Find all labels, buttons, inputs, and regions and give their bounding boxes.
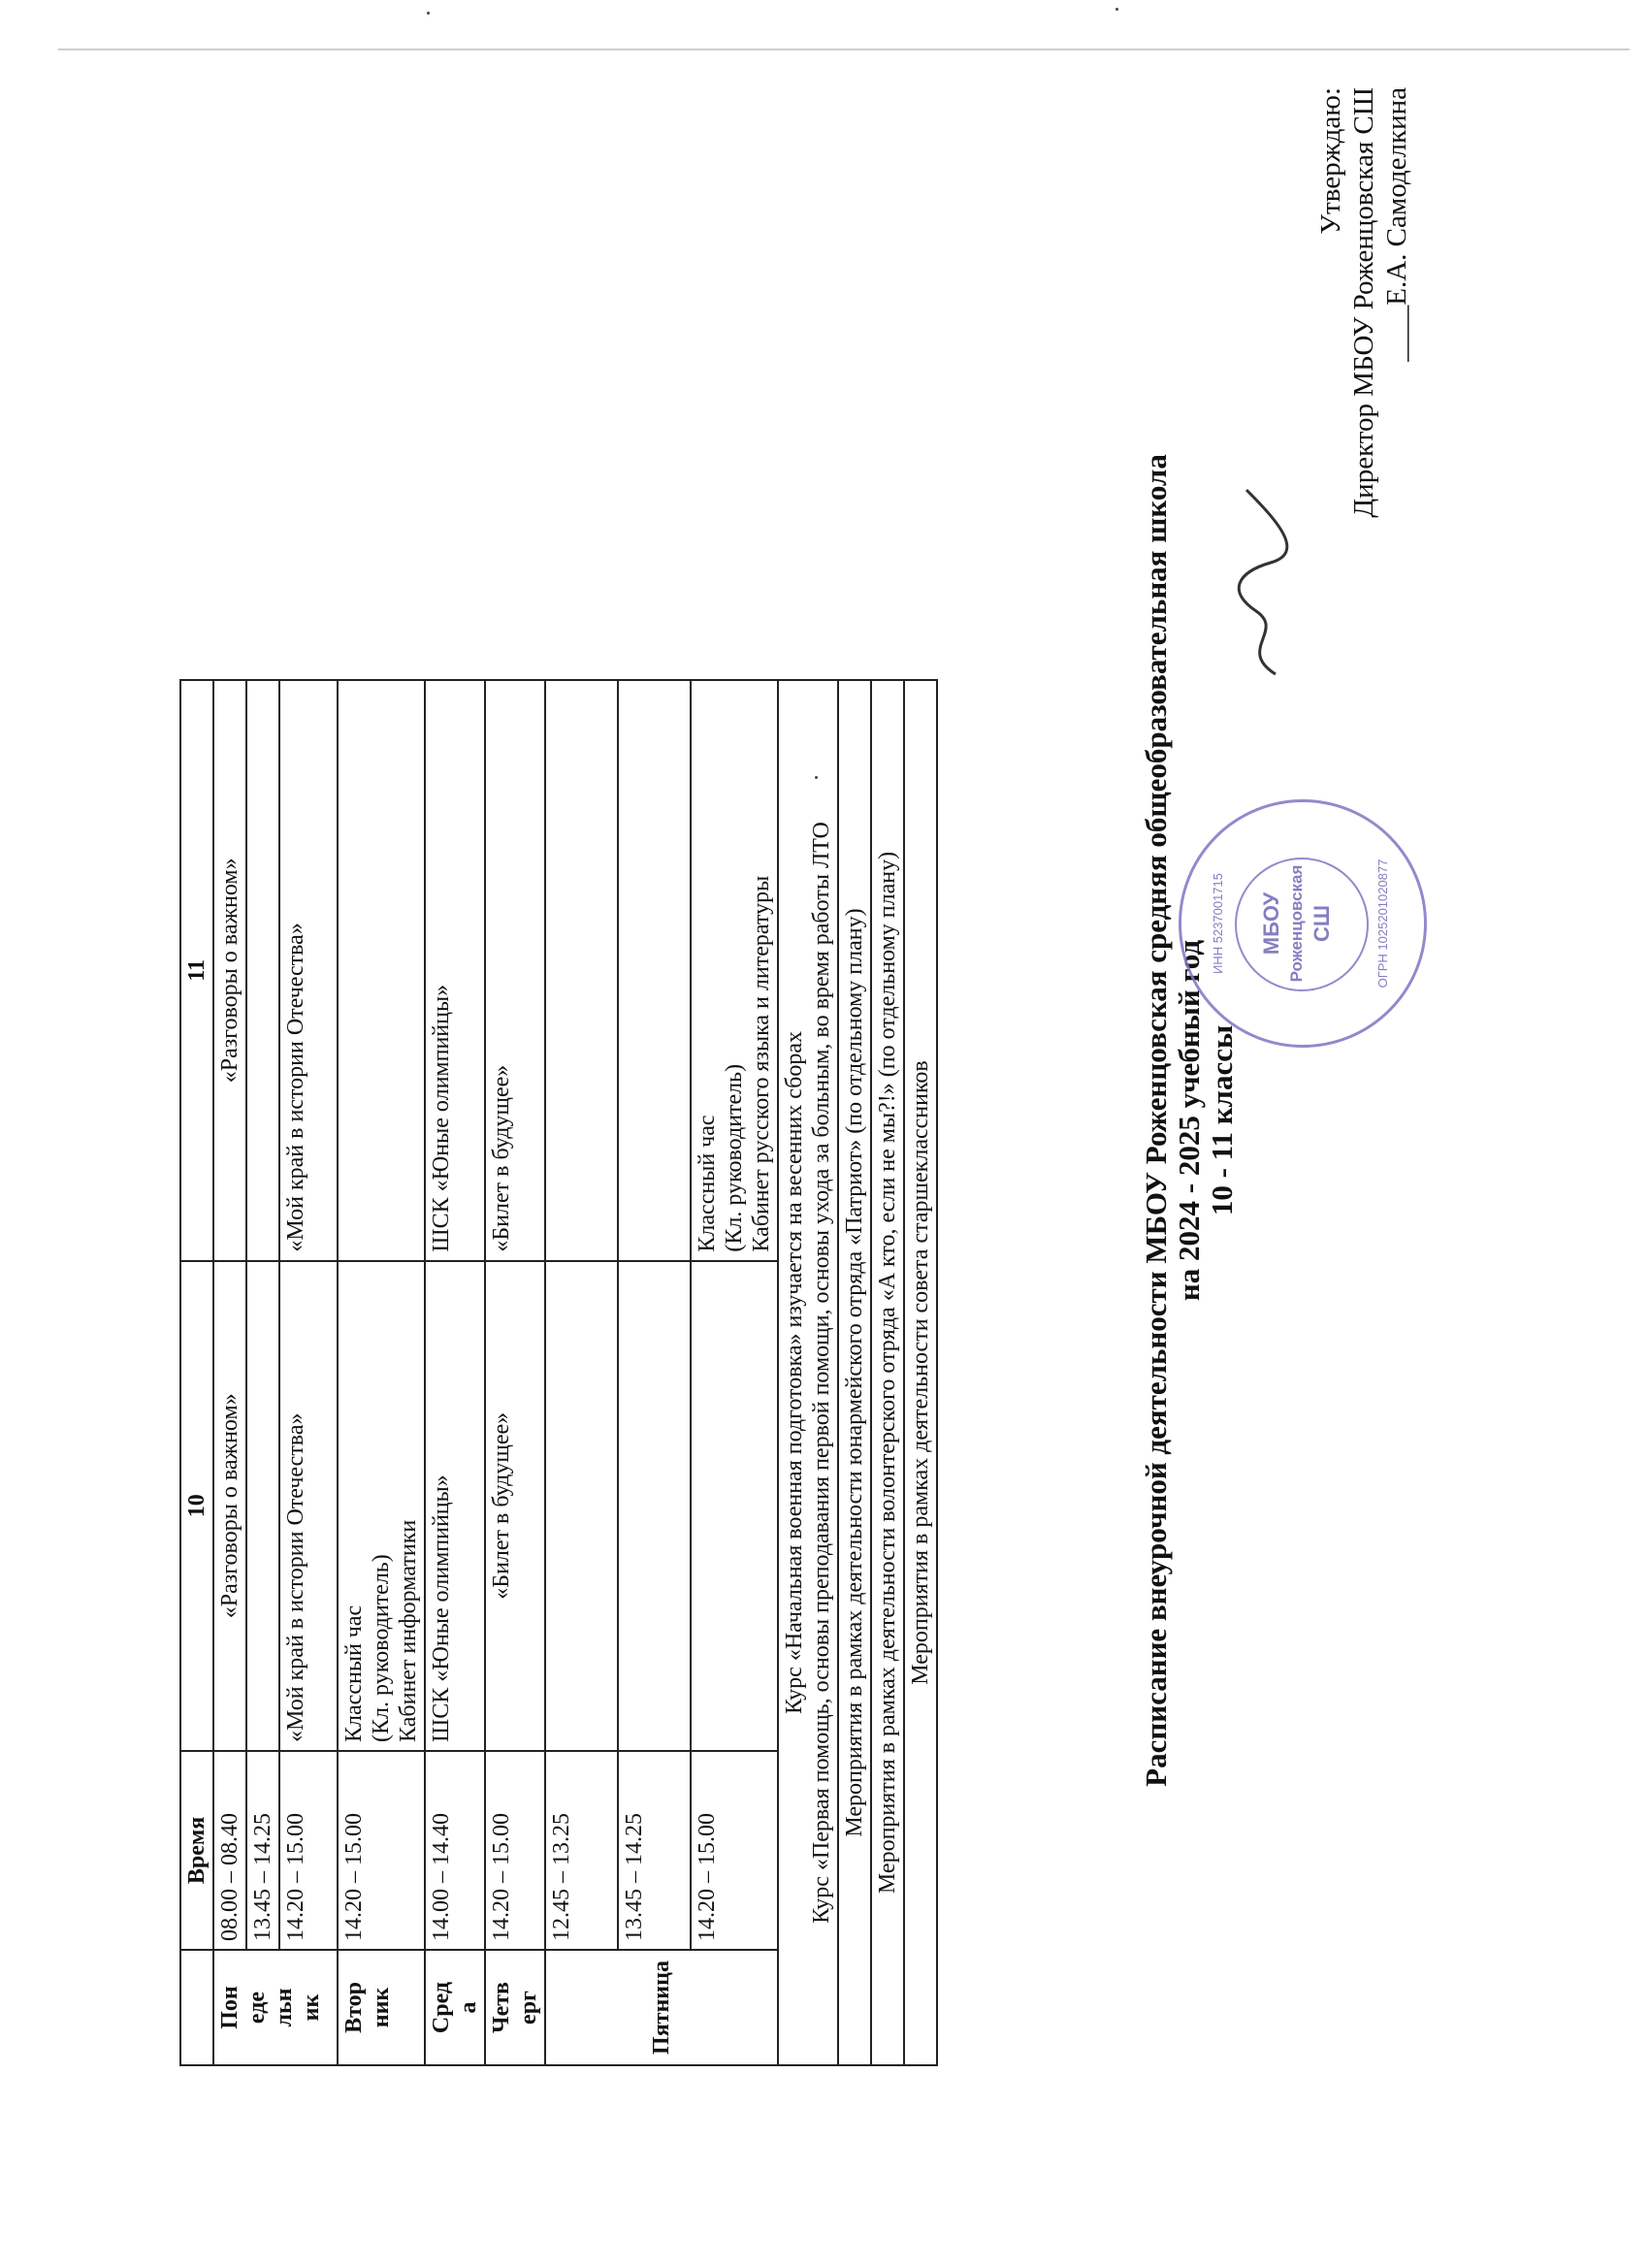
stamp-text-1: МБОУ	[1259, 891, 1283, 956]
table-row	[246, 680, 279, 2065]
approval-block	[1314, 87, 1413, 518]
day-part: еде	[244, 1991, 270, 2025]
footer-text: Курс «Начальная военная подготовка» изучается на весенних сборах	[782, 1030, 807, 1715]
day-part: ик	[299, 1993, 324, 2022]
signature-mark	[1227, 485, 1295, 679]
day-thursday	[485, 1950, 545, 2065]
cell-class-11: «Билет в будущее»	[485, 680, 545, 1261]
day-wednesday	[425, 1950, 485, 2065]
footer-row	[838, 680, 871, 2065]
table-row	[545, 680, 618, 2065]
cell-class-10	[246, 1261, 279, 1751]
header-time: Время	[180, 1751, 213, 1950]
cell-time: 14.20 – 15.00	[279, 1751, 338, 1950]
schedule-table	[179, 679, 938, 2066]
approval-label: Утверждаю:	[1315, 87, 1346, 235]
day-part: Четв	[489, 1981, 514, 2033]
footer-note-3: Мероприятия в рамках деятельности юнармейского отряда «Патриот» (по отдельному плану)	[838, 680, 871, 2065]
scan-speck	[1116, 8, 1118, 11]
footer-note-5: Мероприятия в рамках деятельности совета старшеклассников	[904, 680, 937, 2065]
cell-time: 08.00 – 08.40	[213, 1751, 246, 1950]
cell-class-11	[338, 680, 425, 1261]
stamp-text-3: СШ	[1310, 905, 1334, 942]
cell-class-11	[246, 680, 279, 1261]
day-friday: Пятница	[545, 1950, 778, 2065]
day-part: а	[456, 2001, 481, 2014]
stamp-center-text	[1259, 802, 1335, 1045]
day-tuesday	[338, 1950, 425, 2065]
table-row	[213, 680, 246, 2065]
school-stamp	[1179, 799, 1427, 1048]
cell-time: 14.20 – 15.00	[691, 1751, 778, 1950]
title-line-3: 10 - 11 классы	[1205, 1024, 1239, 1216]
cell-class-10	[545, 1261, 618, 1751]
cell-class-10: «Разговоры о важном»	[213, 1261, 246, 1751]
footer-note-1	[778, 680, 838, 2065]
cell-class-11	[545, 680, 618, 1261]
cell-class-10	[338, 1261, 425, 1751]
day-part: ник	[369, 1987, 394, 2028]
cell-line: (Кл. руководитель)	[722, 1063, 747, 1252]
title-line-2: на 2024 - 2025 учебный год	[1172, 939, 1206, 1302]
cell-class-10	[618, 1261, 691, 1751]
table-row	[338, 680, 425, 2065]
cell-class-10: ШСК «Юные олимпийцы»	[425, 1261, 485, 1751]
header-class-11: 11	[180, 680, 213, 1261]
footer-note-4: Мероприятия в рамках деятельности волонтерского отряда «А кто, если не мы?!» (по отдельному плану)	[871, 680, 904, 2065]
table-row	[485, 680, 545, 2065]
cell-time: 13.45 – 14.25	[246, 1751, 279, 1950]
header-class-10: 10	[180, 1261, 213, 1751]
cell-line: Кабинет русского языка и литературы	[749, 875, 774, 1252]
cell-time: 14.20 – 15.00	[485, 1751, 545, 1950]
cell-time: 12.45 – 13.25	[545, 1751, 618, 1950]
stamp-text-2: Роженцовская	[1287, 864, 1306, 983]
footer-row	[778, 680, 838, 2065]
table-header-row	[180, 680, 213, 2065]
title-line-1: Расписание внеурочной деятельности МБОУ Роженцовская средняя общеобразовательная школа	[1139, 454, 1173, 1787]
cell-line: Классный час	[695, 1115, 720, 1252]
approval-name: Е.А. Самоделкина	[1381, 87, 1412, 306]
cell-class-10: «Билет в будущее»	[485, 1261, 545, 1751]
cell-class-11: «Разговоры о важном»	[213, 680, 246, 1261]
cell-class-11	[691, 680, 778, 1261]
rotated-page	[53, 49, 1528, 2192]
table-row	[425, 680, 485, 2065]
cell-line: Классный час	[341, 1604, 367, 1742]
document-title	[1140, 49, 1239, 2192]
day-monday	[213, 1950, 338, 2065]
day-part: льн	[272, 1988, 297, 2027]
stamp-ring-text-2: ОГРН 1025201020877	[1375, 859, 1390, 988]
table-row	[691, 680, 778, 2065]
day-part: Втор	[341, 1982, 367, 2033]
scan-speck	[427, 12, 430, 15]
table-row	[618, 680, 691, 2065]
cell-line: Кабинет информатики	[396, 1519, 421, 1742]
cell-class-11	[618, 680, 691, 1261]
day-part: Сред	[429, 1981, 454, 2034]
cell-time: 14.20 – 15.00	[338, 1751, 425, 1950]
cell-time: 13.45 – 14.25	[618, 1751, 691, 1950]
table-row	[279, 680, 338, 2065]
cell-line: (Кл. руководитель)	[369, 1554, 394, 1742]
cell-class-11: «Мой край в истории Отечества»	[279, 680, 338, 1261]
header-day	[180, 1950, 213, 2065]
footer-text: Курс «Первая помощь, основы преподавания первой помощи, основы ухода за больным, во время работы ЛТО	[809, 822, 834, 1924]
approval-signature-line: ____Е.А. Самоделкина	[1381, 87, 1412, 362]
day-part: ерг	[516, 1991, 541, 2025]
footer-row	[904, 680, 937, 2065]
stamp-ring-text-1: ИНН 5237001715	[1211, 872, 1225, 975]
cell-class-10	[691, 1261, 778, 1751]
footer-row	[871, 680, 904, 2065]
approval-position: Директор МБОУ Роженцовская СШ	[1348, 87, 1379, 518]
cell-time: 14.00 – 14.40	[425, 1751, 485, 1950]
cell-class-10: «Мой край в истории Отечества»	[279, 1261, 338, 1751]
day-part: Пон	[217, 1986, 242, 2029]
cell-class-11: ШСК «Юные олимпийцы»	[425, 680, 485, 1261]
